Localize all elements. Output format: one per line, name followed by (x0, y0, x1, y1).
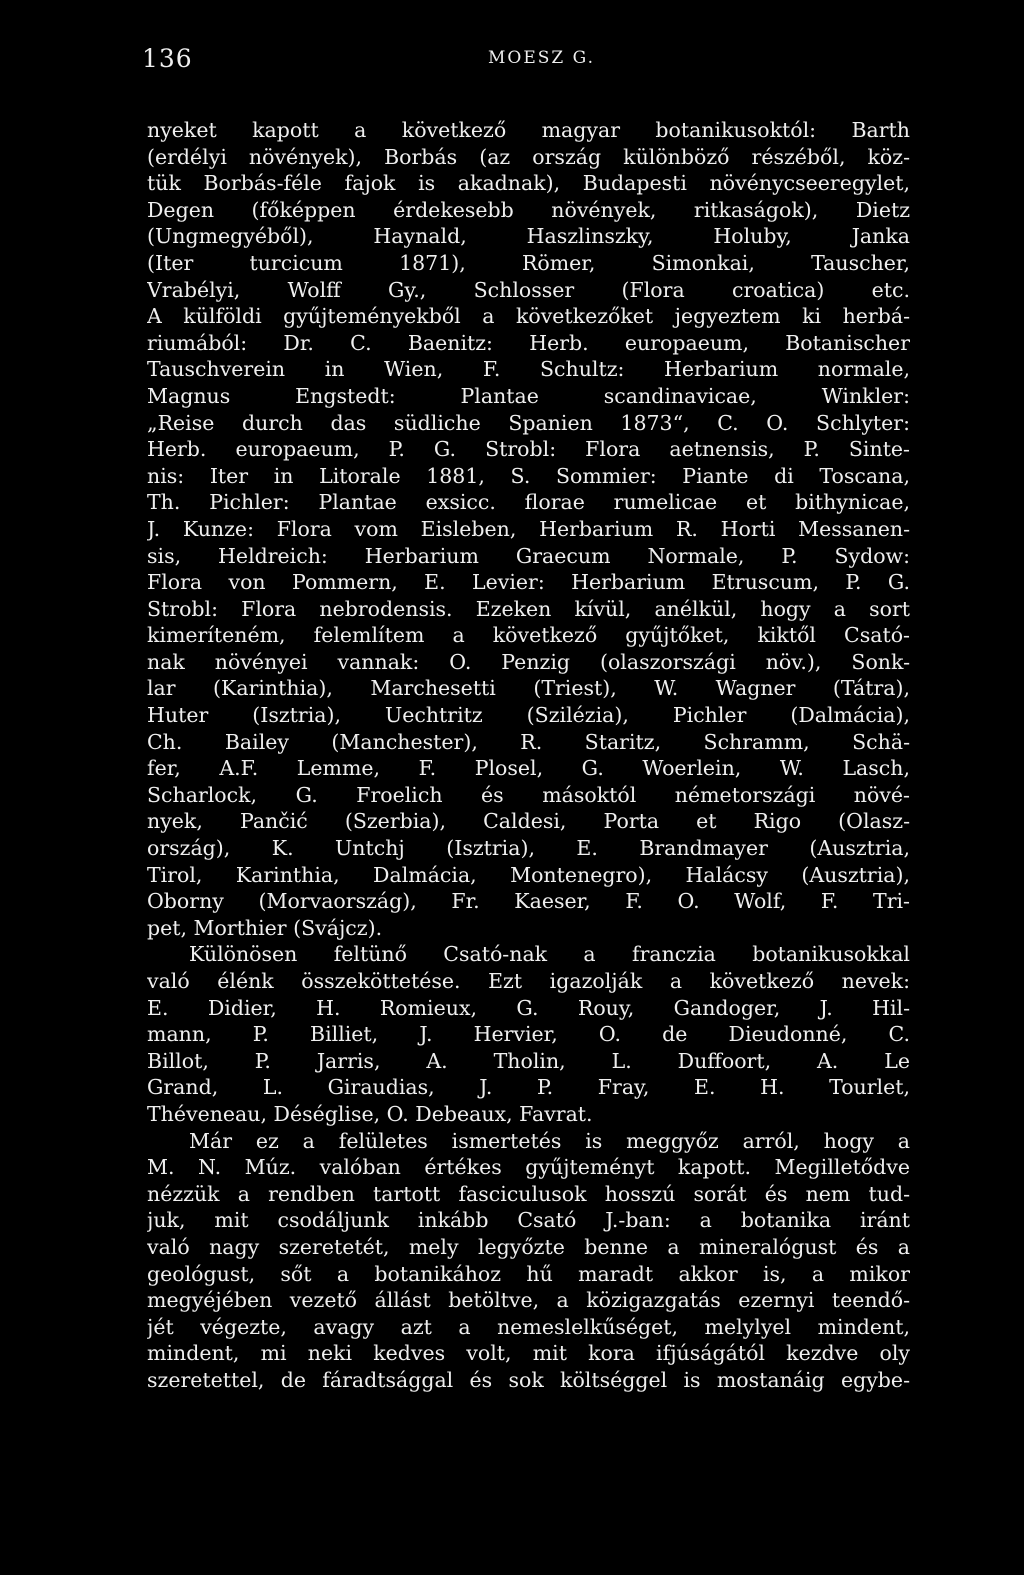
text-line: riumából: Dr. C. Baenitz: Herb. europaeum, Botanischer (147, 330, 910, 355)
text-line: pet, Morthier (Svájcz). (147, 915, 383, 940)
running-head: MOESZ G. (488, 48, 595, 68)
page-header (142, 44, 908, 84)
text-line: juk, mit csodáljunk inkább Csató J.-ban: a botanika iránt (147, 1208, 910, 1233)
text-line: nyeket kapott a következő magyar botanikusoktól: Barth (147, 118, 910, 142)
text-line: jét végezte, avagy azt a nemeslelkűséget, melylyel mindent, (147, 1314, 910, 1339)
text-line: nézzük a rendben tartott fasciculusok hosszú sorát és nem tud- (147, 1181, 910, 1206)
text-line: Oborny (Morvaország), Fr. Kaeser, F. O. Wolf, F. Tri- (147, 889, 910, 914)
text-line: Théveneau, Déséglise, O. Debeaux, Favrat. (147, 1101, 593, 1126)
page-number: 136 (142, 44, 193, 73)
text-line: szeretettel, de fáradtsággal és sok költséggel is mostanáig egybe- (147, 1367, 910, 1392)
text-line: fer, A.F. Lemme, F. Plosel, G. Woerlein, W. Lasch, (147, 756, 910, 781)
text-line: Ch. Bailey (Manchester), R. Staritz, Schramm, Schä- (147, 729, 910, 754)
body-text (147, 117, 910, 1394)
text-line: kimeríteném, felemlítem a következő gyűjtőket, kiktől Csató- (147, 623, 910, 648)
text-line: Grand, L. Giraudias, J. P. Fray, E. H. Tourlet, (147, 1075, 910, 1100)
text-line: való nagy szeretetét, mely legyőzte benne a mineralógust és a (147, 1234, 910, 1259)
text-line: M. N. Múz. valóban értékes gyűjteményt kapott. Megilletődve (147, 1155, 910, 1180)
text-line: Már ez a felületes ismertetés is meggyőz arról, hogy a (189, 1128, 910, 1153)
text-line: „Reise durch das südliche Spanien 1873“, C. O. Schlyter: (147, 410, 910, 435)
text-line: Flora von Pommern, E. Levier: Herbarium Etruscum, P. G. (147, 570, 910, 595)
text-line: (erdélyi növények), Borbás (az ország különböző részéből, köz- (147, 144, 910, 169)
text-line: mann, P. Billiet, J. Hervier, O. de Dieudonné, C. (147, 1022, 910, 1047)
text-line: (Iter turcicum 1871), Römer, Simonkai, Tauscher, (147, 250, 910, 275)
text-line: Vrabélyi, Wolff Gy., Schlosser (Flora croatica) etc. (147, 277, 910, 302)
text-line: Különösen feltünő Csató-nak a franczia botanikusokkal (189, 942, 910, 967)
text-line: nyek, Pančić (Szerbia), Caldesi, Porta et Rigo (Olasz- (147, 809, 910, 834)
text-line: Magnus Engstedt: Plantae scandinavicae, Winkler: (147, 383, 910, 408)
text-line: Huter (Isztria), Uechtritz (Szilézia), Pichler (Dalmácia), (147, 703, 910, 728)
text-line: E. Didier, H. Romieux, G. Rouy, Gandoger, J. Hil- (147, 995, 910, 1020)
text-line: sis, Heldreich: Herbarium Graecum Normale, P. Sydow: (147, 543, 910, 568)
text-line: nis: Iter in Litorale 1881, S. Sommier: Piante di Toscana, (147, 463, 910, 488)
text-line: lar (Karinthia), Marchesetti (Triest), W. Wagner (Tátra), (147, 676, 910, 701)
text-line: Billot, P. Jarris, A. Tholin, L. Duffoort, A. Le (147, 1048, 910, 1073)
text-line: mindent, mi neki kedves volt, mit kora ifjúságától kezdve oly (147, 1341, 910, 1366)
text-line: ország), K. Untchj (Isztria), E. Brandmayer (Ausztria, (147, 836, 910, 861)
text-line: A külföldi gyűjteményekből a következőket jegyeztem ki herbá- (147, 304, 910, 329)
text-line: Tirol, Karinthia, Dalmácia, Montenegro), Halácsy (Ausztria), (147, 862, 910, 887)
text-line: Strobl: Flora nebrodensis. Ezeken kívül, anélkül, hogy a sort (147, 596, 910, 621)
text-line: nak növényei vannak: O. Penzig (olaszországi növ.), Sonk- (147, 649, 910, 674)
text-line: való élénk összeköttetése. Ezt igazolják a következő nevek: (147, 969, 910, 993)
text-line: J. Kunze: Flora vom Eisleben, Herbarium R. Horti Messanen- (147, 516, 910, 541)
text-line: Scharlock, G. Froelich és másoktól németországi növé- (147, 782, 910, 807)
text-line: Degen (főképpen érdekesebb növények, ritkaságok), Dietz (147, 197, 910, 222)
text-line: megyéjében vezető állást betöltve, a közigazgatás ezernyi teendő- (147, 1288, 910, 1313)
text-line: Herb. europaeum, P. G. Strobl: Flora aetnensis, P. Sinte- (147, 437, 910, 462)
text-line: Tauschverein in Wien, F. Schultz: Herbarium normale, (147, 357, 910, 382)
text-line: Th. Pichler: Plantae exsicc. florae rumelicae et bithynicae, (147, 490, 910, 515)
text-line: geológust, sőt a botanikához hű maradt akkor is, a mikor (147, 1261, 910, 1286)
text-line: tük Borbás-féle fajok is akadnak), Budapesti növénycseeregylet, (147, 171, 910, 196)
text-line: (Ungmegyéből), Haynald, Haszlinszky, Holuby, Janka (147, 224, 910, 249)
